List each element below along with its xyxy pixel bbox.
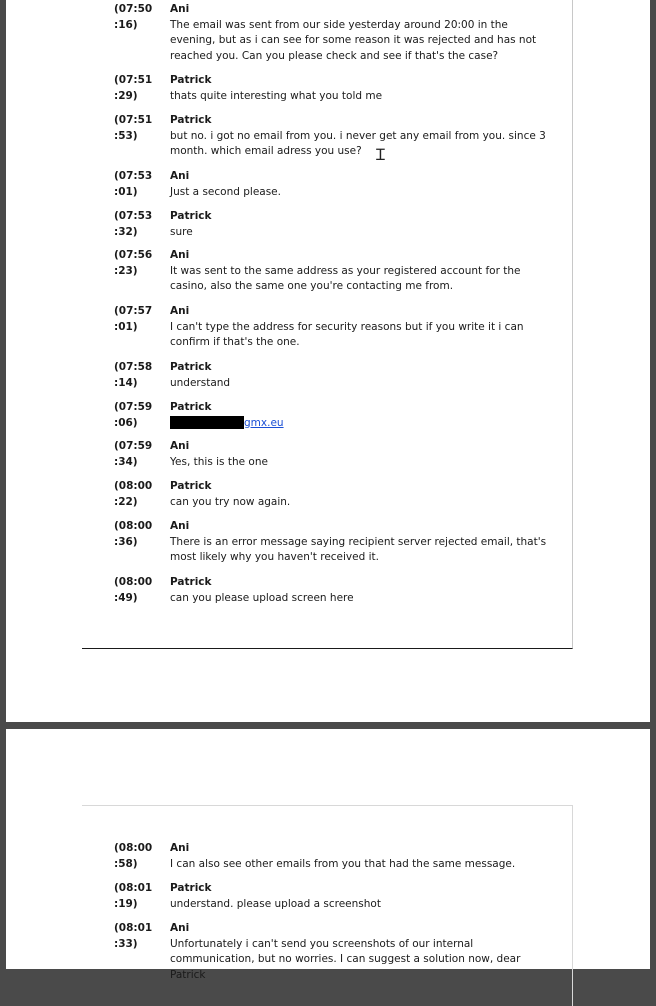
message-text: can you please upload screen here (170, 591, 354, 604)
message-text: can you try now again. (170, 495, 291, 508)
message-timestamp: (08:00 :22) (114, 480, 153, 508)
message-sender: Ani (170, 249, 190, 261)
message-sender: Ani (170, 3, 190, 15)
message-sender: Patrick (170, 361, 212, 373)
chat-transcript-frame (82, 805, 573, 1006)
message-sender: Ani (170, 520, 190, 532)
message-timestamp: (08:00 :36) (114, 520, 153, 548)
message-text (170, 416, 555, 432)
message-sender: Patrick (170, 114, 212, 126)
message-text: sure (170, 225, 193, 238)
document-page-1 (6, 0, 650, 722)
message-sender: Patrick (170, 882, 212, 894)
message-sender: Patrick (170, 401, 212, 413)
redaction-block (170, 416, 244, 429)
message-timestamp: (08:01 :19) (114, 882, 153, 910)
message-text: The email was sent from our side yesterday around 20:00 in the evening, but as i can see for some reason it was rejected and has not reached you. Can you please check and see if that's the case? (170, 18, 537, 62)
message-timestamp: (07:58 :14) (114, 361, 153, 389)
text-cursor-icon: Ɪ (376, 145, 385, 164)
message-text: It was sent to the same address as your registered account for the casino, also the same one you're contacting me from. (170, 264, 521, 292)
message-text: understand. please upload a screenshot (170, 897, 381, 910)
message-timestamp: (07:59 :34) (114, 440, 153, 468)
message-text: but no. i got no email from you. i never get any email from you. since 3 month. which email adress you use? (170, 129, 546, 157)
message-timestamp: (07:50 :16) (114, 3, 153, 31)
message-sender: Ani (170, 440, 190, 452)
message-sender: Patrick (170, 480, 212, 492)
message-text: I can also see other emails from you that had the same message. (170, 857, 516, 870)
email-link[interactable]: gmx.eu (244, 416, 284, 429)
document-page-2 (6, 729, 650, 981)
message-timestamp: (07:59 :06) (114, 401, 153, 429)
message-timestamp: (07:51 :53) (114, 114, 153, 142)
chat-transcript-frame (82, 0, 573, 649)
message-text: thats quite interesting what you told me (170, 89, 383, 102)
message-text: Just a second please. (170, 185, 281, 198)
message-sender: Ani (170, 170, 190, 182)
message-timestamp: (07:53 :32) (114, 210, 153, 238)
message-timestamp: (07:57 :01) (114, 305, 153, 333)
message-timestamp: (07:51 :29) (114, 74, 153, 102)
message-text: There is an error message saying recipient server rejected email, that's most likely why you haven't received it. (170, 535, 547, 563)
message-timestamp: (08:00 :58) (114, 842, 153, 870)
message-sender: Patrick (170, 210, 212, 222)
message-timestamp: (07:56 :23) (114, 249, 153, 277)
message-text: Unfortunately i can't send you screenshots of our internal communication, but no worries. I can suggest a solution now, dear Patrick (170, 937, 521, 981)
message-timestamp: (07:53 :01) (114, 170, 153, 198)
message-text: understand (170, 376, 231, 389)
message-sender: Ani (170, 305, 190, 317)
message-timestamp: (08:01 :33) (114, 922, 153, 950)
message-sender: Ani (170, 922, 190, 934)
message-sender: Patrick (170, 74, 212, 86)
message-sender: Patrick (170, 576, 212, 588)
message-sender: Ani (170, 842, 190, 854)
message-text: I can't type the address for security reasons but if you write it i can confirm if that's the one. (170, 320, 524, 348)
message-timestamp: (08:00 :49) (114, 576, 153, 604)
message-text: Yes, this is the one (170, 455, 268, 468)
